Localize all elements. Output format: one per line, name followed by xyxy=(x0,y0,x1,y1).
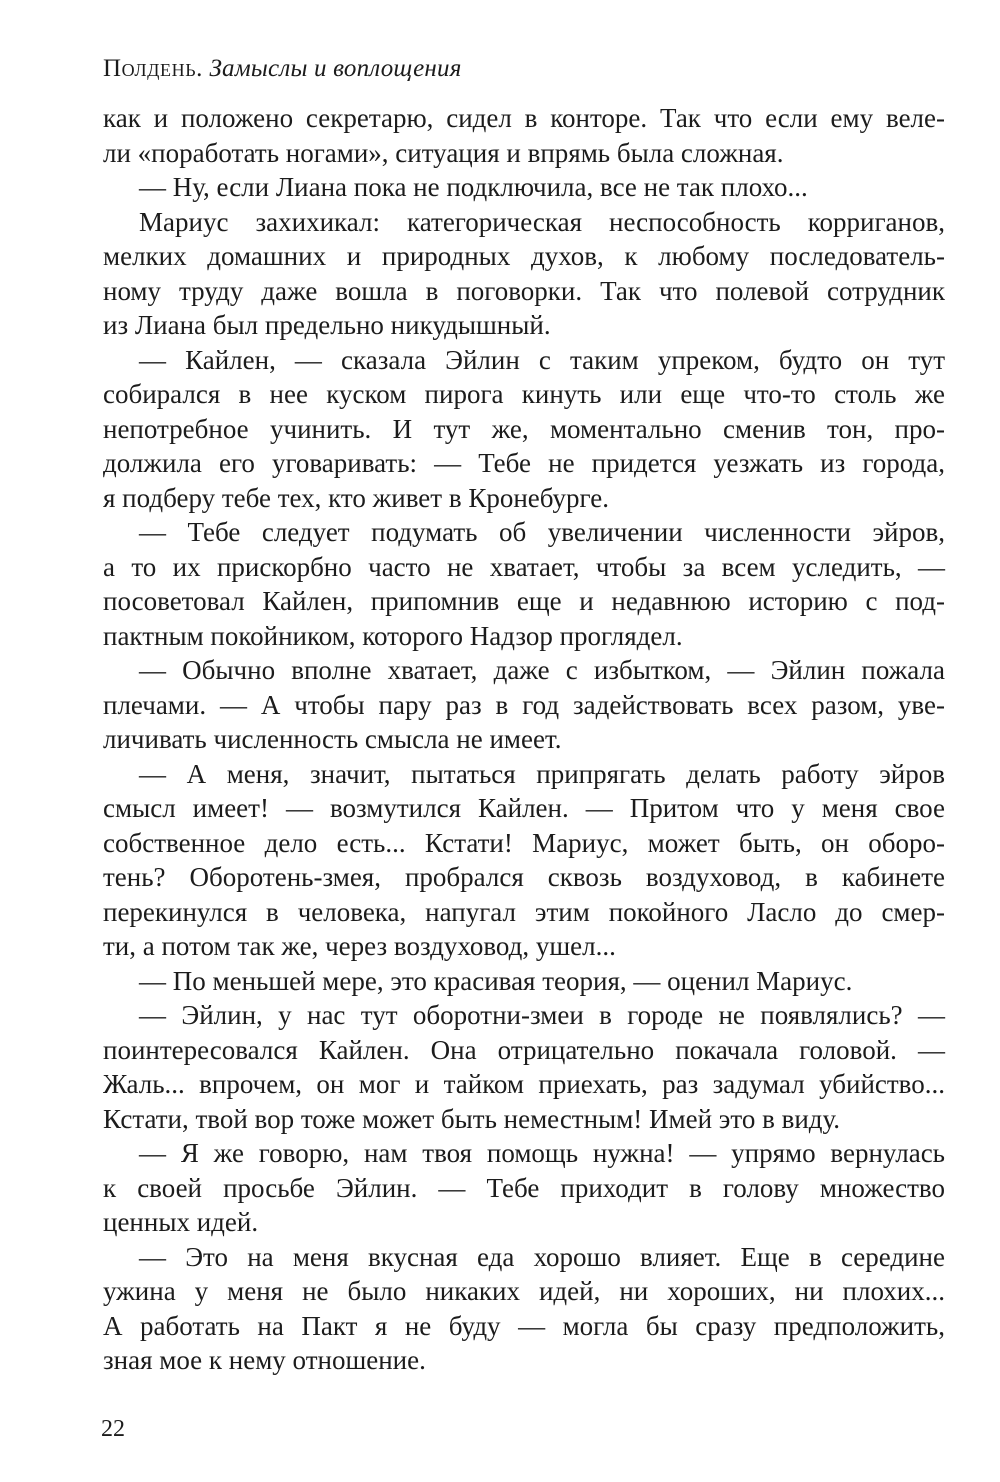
text-line: Жаль... впрочем, он мог и тайком приехать, раз задумал убийство... xyxy=(103,1069,945,1099)
text-line: поинтересовался Кайлен. Она отрицательно покачала головой. — xyxy=(103,1034,945,1065)
text-line: ти, а потом так же, через воздуховод, ушел... xyxy=(103,931,616,961)
running-head-section: Полдень. xyxy=(103,55,204,82)
text-line: — Ну, если Лиана пока не подключила, все не так плохо... xyxy=(139,172,808,202)
text-line: тень? Оборотень-змея, пробрался сквозь воздуховод, в кабинете xyxy=(103,862,945,892)
text-line: — Это на меня вкусная еда хорошо влияет. Еще в середине xyxy=(139,1241,945,1272)
running-head xyxy=(103,52,462,86)
text-line: А работать на Пакт я не буду — могла бы сразу предположить, xyxy=(103,1310,945,1341)
text-line: должила его уговаривать: — Тебе не придется уезжать из города, xyxy=(103,448,945,478)
text-line: — Я же говорю, нам твоя помощь нужна! — упрямо вернулась xyxy=(139,1138,945,1168)
text-line: смысл имеет! — возмутился Кайлен. — Притом что у меня свое xyxy=(103,793,945,823)
running-head-title: Замыслы и воплощения xyxy=(209,55,462,82)
text-line: — Эйлин, у нас тут оборотни-змеи в городе не появлялись? — xyxy=(139,1000,945,1030)
text-line: плечами. — А чтобы пару раз в год задействовать всех разом, уве- xyxy=(103,689,945,720)
text-line: зная мое к нему отношение. xyxy=(103,1345,426,1375)
text-line: как и положено секретарю, сидел в конторе. Так что если ему веле- xyxy=(103,103,945,133)
text-line: собственное дело есть... Кстати! Мариус, может быть, он оборо- xyxy=(103,827,945,858)
text-line: посоветовал Кайлен, припомнив еще и недавнюю историю с под- xyxy=(103,586,945,616)
page-number: 22 xyxy=(101,1416,125,1442)
text-line: личивать численность смысла не имеет. xyxy=(103,724,562,754)
text-line: — По меньшей мере, это красивая теория, — оценил Мариус. xyxy=(139,965,853,996)
text-line: собирался в нее куском пирога кинуть или еще что-то столь же xyxy=(103,379,945,409)
text-line: ценных идей. xyxy=(103,1207,259,1237)
text-line: — Обычно вполне хватает, даже с избытком, — Эйлин пожала xyxy=(139,655,945,685)
text-line: мелких домашних и природных духов, к любому последователь- xyxy=(103,241,945,271)
text-line: Кстати, твой вор тоже может быть неместным! Имей это в виду. xyxy=(103,1103,841,1134)
text-line: — Кайлен, — сказала Эйлин с таким упреком, будто он тут xyxy=(139,344,945,375)
text-line: ужина у меня не было никаких идей, ни хороших, ни плохих... xyxy=(103,1276,945,1306)
text-line: перекинулся в человека, напугал этим покойного Ласло до смер- xyxy=(103,896,945,927)
text-line: я подберу тебе тех, кто живет в Кронебурге. xyxy=(103,482,609,513)
body-text xyxy=(103,101,945,1378)
text-line: ному труду даже вошла в поговорки. Так что полевой сотрудник xyxy=(103,275,945,306)
text-line: пактным покойником, которого Надзор проглядел. xyxy=(103,620,683,651)
text-line: к своей просьбе Эйлин. — Тебе приходит в голову множество xyxy=(103,1172,945,1203)
text-line: ли «поработать ногами», ситуация и впрямь была сложная. xyxy=(103,137,784,168)
text-line: а то их прискорбно часто не хватает, чтобы за всем уследить, — xyxy=(103,551,945,582)
text-line: из Лиана был предельно никудышный. xyxy=(103,310,551,340)
text-line: — Тебе следует подумать об увеличении численности эйров, xyxy=(139,517,945,547)
text-line: — А меня, значит, пытаться припрягать делать работу эйров xyxy=(139,758,945,789)
text-line: Мариус захихикал: категорическая неспособность корриганов, xyxy=(139,206,945,237)
text-line: непотребное учинить. И тут же, моментально сменив тон, про- xyxy=(103,413,945,444)
